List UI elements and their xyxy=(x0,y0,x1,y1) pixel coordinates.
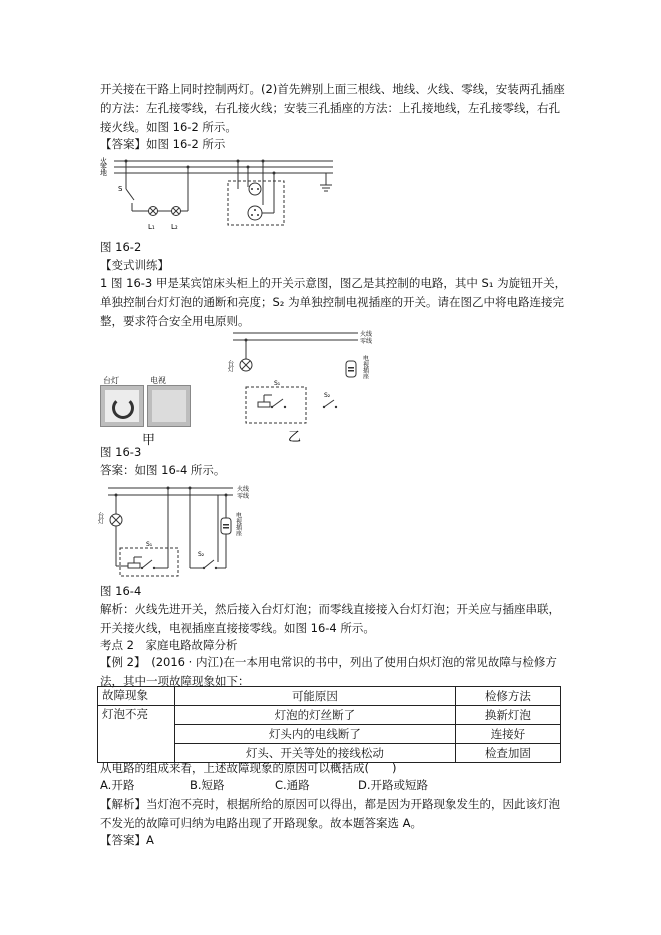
figure-16-3-jia xyxy=(100,375,195,448)
figure-caption-16-4: 图 16-4 xyxy=(100,584,142,598)
answer-line-2: 答案：如图 16-4 所示。 xyxy=(100,463,226,477)
s2-label: S₂ xyxy=(324,392,331,399)
socket-label: 电视插座 xyxy=(361,355,369,379)
fix-cell: 换新灯泡 xyxy=(455,706,560,725)
variant-title: 【变式训练】 xyxy=(100,258,169,272)
wire-label-fire: 火 xyxy=(100,157,107,165)
tv-switch-panel xyxy=(147,385,191,427)
figure-caption-16-3: 图 16-3 xyxy=(100,445,142,459)
sub-label-jia: 甲 xyxy=(142,433,156,448)
fault-table xyxy=(97,686,561,763)
figure-16-4 xyxy=(98,482,268,580)
lamp-label: 台灯 xyxy=(96,512,104,524)
cause-cell: 灯头内的电线断了 xyxy=(175,725,456,744)
socket-label: 电视插座 xyxy=(234,512,242,536)
knob-switch-panel xyxy=(100,385,144,427)
panel-label-tv: 电视 xyxy=(150,376,166,385)
wire-label-ground: 地 xyxy=(100,169,107,177)
figure-16-3-yi xyxy=(228,327,388,445)
wire-label-fire: 火线 xyxy=(237,486,250,493)
wire-label-neutral: 零线 xyxy=(237,493,250,500)
s1-label: S₁ xyxy=(274,380,281,387)
table-row xyxy=(98,706,561,725)
option-b: B.短路 xyxy=(190,778,225,792)
symptom-cell: 灯泡不亮 xyxy=(98,706,175,763)
question-2: 从电路的组成来看，上述故障现象的原因可以概括成( ) xyxy=(100,761,397,775)
wire-label-neutral: 零 xyxy=(100,163,107,171)
header-symptom: 故障现象 xyxy=(98,687,175,706)
header-fix: 检修方法 xyxy=(455,687,560,706)
panel-label-lamp: 台灯 xyxy=(103,376,119,385)
section-title: 考点 2 家庭电路故障分析 xyxy=(100,638,238,652)
cause-cell: 灯头、开关等处的接线松动 xyxy=(175,744,456,763)
analysis-2: 【解析】当灯泡不亮时，根据所给的原因可以得出，都是因为开路现象发生的，因此该灯泡不发光的故障可归纳为电路出现了开路现象。故本题答案选 A。 xyxy=(100,797,560,830)
lamp-label-1: L₁ xyxy=(148,223,155,231)
option-a: A.开路 xyxy=(100,778,135,792)
analysis-1: 解析：火线先进开关，然后接入台灯灯泡；而零线直接接入台灯灯泡；开关应与插座串联，开关接火线，电视插座直接接零线。如图 16-4 所示。 xyxy=(100,602,560,635)
lamp-label: 台灯 xyxy=(226,360,234,372)
example-2: 【例 2】 (2016 · 内江)在一本用电常识的书中，列出了使用白炽灯泡的常见故障与检修方法，其中一项故障现象如下： xyxy=(100,655,557,688)
header-cause: 可能原因 xyxy=(175,687,456,706)
wire-label-fire: 火线 xyxy=(360,331,373,338)
figure-caption-16-2: 图 16-2 xyxy=(100,240,142,254)
sub-label-yi: 乙 xyxy=(288,430,302,445)
option-d: D.开路或短路 xyxy=(358,778,429,792)
switch-label: S xyxy=(118,185,123,193)
option-c: C.通路 xyxy=(275,778,310,792)
figure-16-2 xyxy=(98,153,348,235)
s1-label: S₁ xyxy=(146,541,153,548)
cause-cell: 灯泡的灯丝断了 xyxy=(175,706,456,725)
knob-icon xyxy=(112,397,134,419)
fix-cell: 连接好 xyxy=(455,725,560,744)
table-header-row xyxy=(98,687,561,706)
wire-label-neutral: 零线 xyxy=(360,338,373,345)
lamp-label-2: L₂ xyxy=(171,223,178,231)
fix-cell: 检查加固 xyxy=(455,744,560,763)
paragraph-explanation: 开关接在干路上同时控制两灯。(2)首先辨别上面三根线、地线、火线、零线，安装两孔插座的方法：左孔接零线，右孔接火线；安装三孔插座的方法：上孔接地线，左孔接零线，右孔接火线。如图 16-2 所示。 xyxy=(100,82,565,134)
question-1: 1 图 16-3 甲是某宾馆床头柜上的开关示意图，图乙是其控制的电路，其中 S₁ 为旋钮开关，单独控制台灯灯泡的通断和亮度；S₂ 为单独控制电视插座的开关。请在图乙中将电路连接完整，要求符合安全用电原则。 xyxy=(100,276,567,328)
s2-label: S₂ xyxy=(198,551,205,558)
answer-line-1: 【答案】如图 16-2 所示 xyxy=(100,137,226,151)
answer-line-3: 【答案】A xyxy=(100,833,154,847)
